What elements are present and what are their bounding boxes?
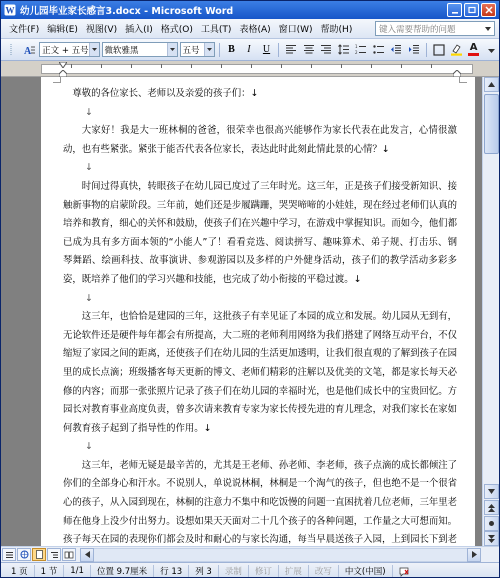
status-extend-selection[interactable]: 扩展 xyxy=(279,565,309,578)
web-view-icon xyxy=(20,550,29,559)
body-paragraph: 这三年，老师无疑是最辛苦的，尤其是王老师、孙老师、李老师，孩子点滴的成长都倾注了你们的全部身心和汗水。不说别人，单说说林桐，林桐是一个淘气的孩子，但也绝不是一个很省心的孩子，从入园到现在，林桐的注意力不集中和吃饭慢的问题一直困扰着几位老师，三年里老师在他身上没少付出努力。设想如果天天面对二十几个孩子的各种问题，工作量之大可想而知。孩子每天在园的表现你们都会及时和耐心的与家长沟通，每当早晨送孩子入园，上到园长下到老 xyxy=(63,459,457,546)
previous-page-button[interactable] xyxy=(484,500,499,515)
spell-check-icon xyxy=(399,566,411,577)
select-browse-object-button[interactable] xyxy=(484,516,499,531)
restore-icon xyxy=(468,6,476,14)
ruler-tick xyxy=(341,64,342,68)
arrow-up-icon xyxy=(488,82,495,87)
ruler-tick xyxy=(161,64,162,68)
ruler-tick xyxy=(251,64,252,68)
arrow-down-icon xyxy=(488,489,495,494)
document-area xyxy=(1,77,499,546)
menu-window[interactable]: 窗口(W) xyxy=(278,25,313,35)
toolbar-grip[interactable] xyxy=(4,42,20,58)
align-center-button[interactable] xyxy=(301,42,317,58)
menu-edit[interactable]: 编辑(E) xyxy=(47,25,78,35)
numbered-list-icon xyxy=(355,44,367,55)
web-layout-view-button[interactable] xyxy=(17,548,31,561)
ruler-tick xyxy=(371,64,372,68)
ruler-tick xyxy=(221,64,222,68)
font-dropdown-arrow xyxy=(167,43,177,56)
empty-paragraph-mark: ↓ xyxy=(85,106,93,118)
outline-view-icon xyxy=(50,551,59,559)
ruler-tick xyxy=(281,64,282,68)
double-arrow-up-icon xyxy=(488,504,495,512)
style-value: 正文 + 五号 xyxy=(42,45,89,56)
chevron-down-icon xyxy=(207,48,212,51)
border-icon xyxy=(433,44,445,56)
right-indent-marker[interactable] xyxy=(453,70,461,77)
scroll-left-button[interactable] xyxy=(80,548,94,562)
decrease-indent-icon xyxy=(390,44,402,55)
bullets-button[interactable] xyxy=(371,42,387,58)
font-color-button[interactable] xyxy=(466,42,482,58)
menu-view[interactable]: 视图(V) xyxy=(85,25,118,35)
close-button[interactable] xyxy=(481,3,496,17)
align-left-button[interactable] xyxy=(283,42,299,58)
styles-pane-button[interactable] xyxy=(22,42,38,58)
font-color-letter: A xyxy=(469,42,478,54)
align-right-button[interactable] xyxy=(318,42,334,58)
horizontal-ruler[interactable] xyxy=(1,61,499,77)
close-icon xyxy=(485,6,493,14)
margin-corner-mark xyxy=(459,77,467,83)
ruler-tick xyxy=(101,64,102,68)
body-paragraph: 这三年，也恰恰是建园的三年，这批孩子有幸见证了本园的成立和发展。幼儿园从无到有，无论软件还是硬件每年都会有所提高，大二班的老师利用网络为我们搭建了网络互动平台，不仅缩短了家园之间的距离，还使孩子们在幼儿园的生活更加透明，让我们很直观的了解到孩子在园里的成长点滴；班级播客每天更新的博文、老师们精彩的注解以及优美的文笔，都是家长每天必修的内容；而那一张张照片记录了孩子们在幼儿园的幸福时光，也是他们成长中的宝贵回忆。方园长对教育事业高度负责，曾多次请来教育专家为家长传授先进的育儿理念，对我们家长在家如何教育孩子起到了指导性的作用。↓ xyxy=(63,311,457,434)
browse-object-icon xyxy=(488,520,495,527)
normal-view-button[interactable] xyxy=(2,548,16,561)
status-column: 列 3 xyxy=(189,565,219,578)
margin-corner-mark xyxy=(53,77,61,83)
arrow-left-icon xyxy=(85,551,90,558)
style-dropdown-arrow xyxy=(89,43,99,56)
status-language[interactable]: 中文(中国) xyxy=(339,565,393,578)
next-page-button[interactable] xyxy=(484,531,499,546)
status-bar xyxy=(1,562,499,578)
ruler-tick xyxy=(401,64,402,68)
outside-border-button[interactable] xyxy=(431,42,447,58)
highlight-button[interactable] xyxy=(448,42,464,58)
svg-text:A: A xyxy=(24,45,32,57)
align-center-icon xyxy=(303,44,315,55)
double-arrow-down-icon xyxy=(488,535,495,543)
spelling-status[interactable] xyxy=(393,565,417,578)
print-layout-view-button[interactable] xyxy=(32,548,46,561)
font-dropdown[interactable] xyxy=(102,42,178,57)
print-layout-icon xyxy=(35,550,44,559)
help-search-placeholder: 键入需要帮助的问题 xyxy=(379,24,456,35)
reading-view-icon xyxy=(64,551,74,559)
bulleted-list-icon xyxy=(373,44,385,55)
paragraph-list xyxy=(63,104,457,546)
status-page: 1 页 xyxy=(1,565,35,578)
bold-button[interactable]: B xyxy=(228,44,235,55)
svg-text:2: 2 xyxy=(355,50,358,55)
font-size-dropdown[interactable] xyxy=(180,42,215,57)
scroll-down-button[interactable] xyxy=(484,484,499,499)
ruler-strip xyxy=(41,64,473,74)
toolbar-options-button[interactable] xyxy=(483,42,499,58)
reading-view-button[interactable] xyxy=(62,548,76,561)
ruler-tick xyxy=(131,64,132,68)
italic-button[interactable]: I xyxy=(247,44,251,55)
menu-insert[interactable]: 插入(I) xyxy=(125,25,153,35)
word-app-icon xyxy=(4,4,16,16)
menu-format[interactable]: 格式(O) xyxy=(160,25,193,35)
status-section: 1 节 xyxy=(35,565,65,578)
empty-paragraph-mark: ↓ xyxy=(85,162,93,174)
vertical-scrollbar[interactable] xyxy=(482,77,499,546)
body-paragraph: 大家好！我是大一班林桐的爸爸，很荣幸也很高兴能够作为家长代表在此发言，心情很激动，也有些紧张。紧张于能否代表各位家长，表达此时此刻此情此景的心情？↓ xyxy=(63,125,457,155)
align-left-icon xyxy=(285,44,297,55)
dropdown-arrow-icon xyxy=(485,27,491,31)
help-search-input[interactable] xyxy=(375,21,495,36)
minimize-icon xyxy=(451,6,459,14)
decrease-indent-button[interactable] xyxy=(389,42,405,58)
scroll-thumb[interactable] xyxy=(484,94,499,154)
toolbar-separator xyxy=(219,43,220,57)
empty-paragraph-mark: ↓ xyxy=(85,292,93,304)
empty-paragraph-mark: ↓ xyxy=(85,441,93,453)
outline-view-button[interactable] xyxy=(47,548,61,561)
left-indent-marker[interactable] xyxy=(59,70,67,77)
document-page[interactable] xyxy=(41,77,475,546)
document-body xyxy=(63,85,457,546)
normal-view-icon xyxy=(5,551,14,559)
chevron-down-icon xyxy=(170,48,175,51)
line-spacing-icon xyxy=(338,44,350,55)
styles-pane-icon xyxy=(22,43,36,57)
menu-help[interactable]: 帮助(H) xyxy=(320,25,353,35)
body-paragraph: 时间过得真快，转眼孩子在幼儿园已度过了三年时光。这三年，正是孩子们接受新知识、接触新事物的启蒙阶段。三年前，她们还是步履蹒跚，哭哭啼啼的小娃娃，现在经过老师们认真的培养和教育，细心的关怀和鼓励，使孩子们在兴趣中学习，在游戏中掌握知识。而如今，他们都已成为具有多方面本领的“小能人”了！看看竞选、阅读拼写、趣味算术、弟子规、打击乐、钢琴舞蹈、绘画科技、故事演讲、参观游园以及多样的户外健身活动，孩子们的教学活动多彩多姿，既培养了他们的学习兴趣和技能，也完成了幼小衔接的平稳过渡。↓ xyxy=(63,180,457,285)
increase-indent-icon xyxy=(408,44,420,55)
menu-tools[interactable]: 工具(T) xyxy=(200,25,232,35)
ruler-tick xyxy=(191,64,192,68)
numbering-button[interactable] xyxy=(354,42,370,58)
minimize-button[interactable] xyxy=(447,3,462,17)
svg-text:W: W xyxy=(5,5,15,16)
menu-file[interactable]: 文件(F) xyxy=(9,25,40,35)
toolbar-separator xyxy=(426,43,427,57)
menu-bar xyxy=(1,19,499,39)
scroll-up-button[interactable] xyxy=(484,77,499,92)
ruler-tick xyxy=(71,64,72,68)
ruler-tick xyxy=(431,64,432,68)
status-page-count: 1/1 xyxy=(64,565,91,578)
horizontal-scrollbar[interactable] xyxy=(80,548,481,562)
chevron-down-icon xyxy=(488,46,495,54)
underline-button[interactable]: U xyxy=(262,44,271,55)
status-line: 行 13 xyxy=(154,565,189,578)
align-right-icon xyxy=(320,44,332,55)
line-spacing-button[interactable] xyxy=(336,42,352,58)
status-track-changes[interactable]: 修订 xyxy=(249,565,279,578)
first-line-indent-marker[interactable] xyxy=(59,62,67,68)
toolbar-separator xyxy=(278,43,279,57)
horizontal-bar xyxy=(1,546,499,562)
window-title: 幼儿园毕业家长感言3.docx - Microsoft Word xyxy=(20,6,234,17)
status-position: 位置 9.7厘米 xyxy=(91,565,154,578)
increase-indent-button[interactable] xyxy=(406,42,422,58)
formatting-toolbar xyxy=(1,39,499,61)
status-record-macro[interactable]: 录制 xyxy=(219,565,249,578)
status-overtype[interactable]: 改写 xyxy=(309,565,339,578)
font-color-swatch xyxy=(468,53,479,56)
chevron-down-icon xyxy=(92,48,97,51)
font-size-value: 五号 xyxy=(182,45,200,56)
highlighter-icon xyxy=(450,43,463,56)
ruler-tick xyxy=(311,64,312,68)
style-dropdown[interactable] xyxy=(39,42,99,57)
grip-icon xyxy=(10,43,13,57)
restore-button[interactable] xyxy=(464,3,479,17)
title-bar[interactable] xyxy=(1,1,499,19)
font-size-dropdown-arrow xyxy=(204,43,214,56)
svg-text:1: 1 xyxy=(355,44,358,49)
menu-table[interactable]: 表格(A) xyxy=(239,25,271,35)
scroll-right-button[interactable] xyxy=(467,548,481,562)
arrow-right-icon xyxy=(472,551,477,558)
font-value: 微软雅黑 xyxy=(104,45,139,56)
salutation-line: 尊敬的各位家长、老师以及亲爱的孩子们：↓ xyxy=(72,88,259,99)
